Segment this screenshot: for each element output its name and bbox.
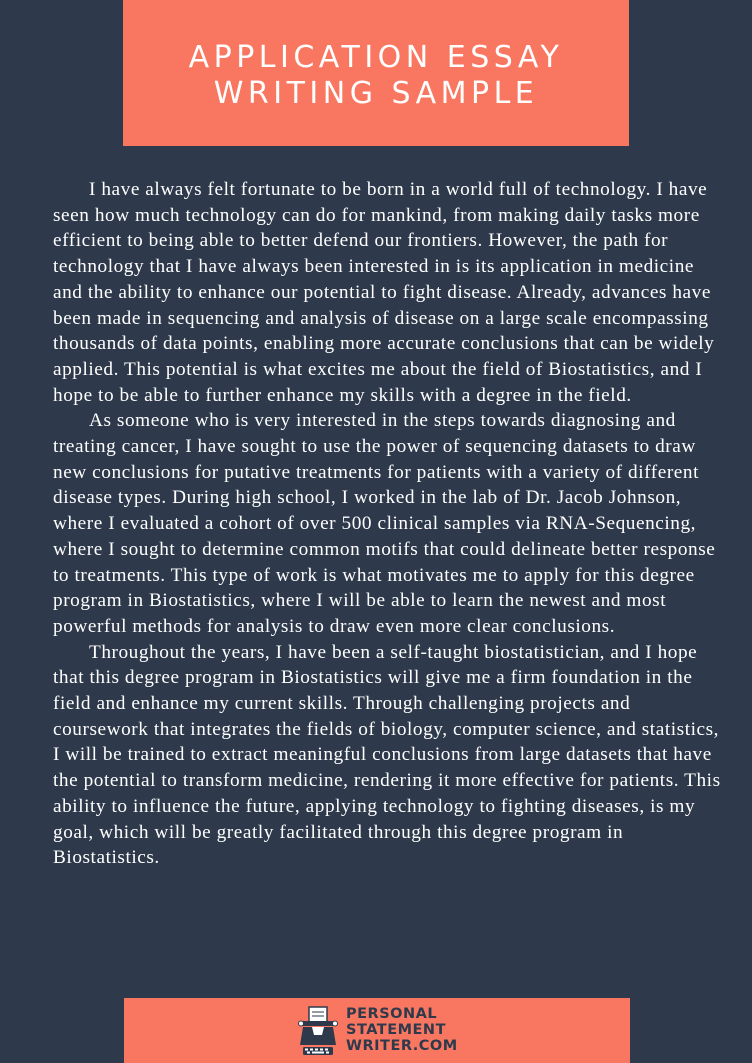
brand-logo-text	[346, 1006, 458, 1054]
essay-paragraph-3: Throughout the years, I have been a self-taught biostatistician, and I hope that this degree program in Biostatistics will give me a firm foundation in the field and enhance my current skills. Through challenging projects and coursework that integrates the fields of biology, computer science, and statistics, I will be trained to extract meaningful conclusions from large datasets that have the potential to transform medicine, rendering it more effective for patients. This ability to influence the future, applying technology to fighting diseases, is my goal, which will be greatly facilitated through this degree program in Biostatistics.	[53, 641, 721, 869]
typewriter-icon	[298, 1005, 338, 1057]
title-banner	[123, 0, 629, 146]
essay-paragraph-1: I have always felt fortunate to be born in a world full of technology. I have seen how much technology can do for mankind, from making daily tasks more efficient to being able to better defend our frontiers. However, the path for technology that I have always been interested in is its application in medicine and the ability to enhance our potential to fight disease. Already, advances have been made in sequencing and analysis of disease on a large scale encompassing thousands of data points, enabling more accurate conclusions that can be widely applied. This potential is what excites me about the field of Biostatistics, and I hope to be able to further enhance my skills with a degree in the field.	[53, 179, 715, 406]
logo-line-2: STATEMENT	[346, 1022, 446, 1038]
logo-line-1: PERSONAL	[346, 1006, 438, 1022]
essay-paragraph-2: As someone who is very interested in the steps towards diagnosing and treating cancer, I have sought to use the power of sequencing datasets to draw new conclusions for putative treatments for patients with a variety of different disease types. During high school, I worked in the lab of Dr. Jacob Johnson, where I evaluated a cohort of over 500 clinical samples via RNA-Sequencing, where I sought to determine common motifs that could delineate better response to treatments. This type of work is what motivates me to apply for this degree program in Biostatistics, where I will be able to learn the newest and most powerful methods for analysis to draw even more clear conclusions.	[53, 410, 716, 637]
footer-banner	[124, 998, 630, 1063]
logo-line-3: WRITER.COM	[346, 1038, 458, 1054]
page-title-line-2: WRITING SAMPLE	[213, 76, 539, 111]
page-title-line-1: APPLICATION ESSAY	[188, 40, 564, 75]
essay-body	[53, 177, 723, 871]
